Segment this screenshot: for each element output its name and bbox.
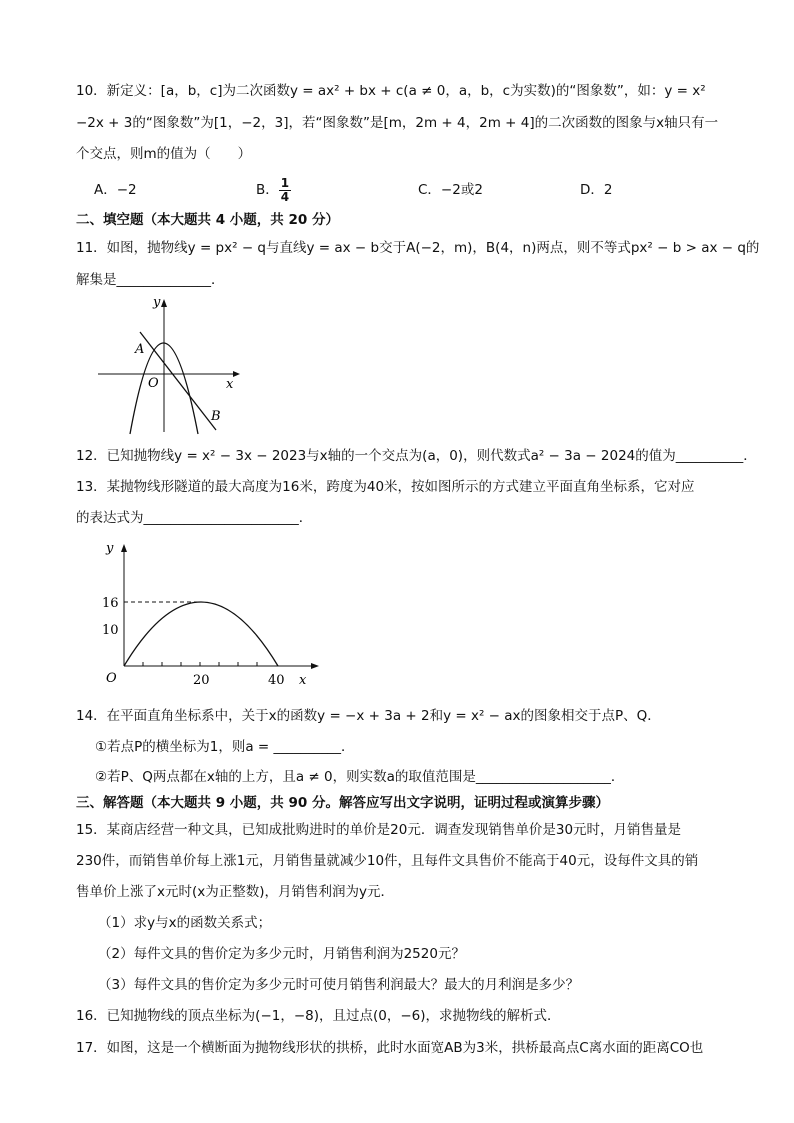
q10-option-b-fraction	[279, 177, 291, 204]
q11-x-arrow-icon	[233, 371, 240, 377]
q13-x-arrow-icon	[311, 663, 319, 669]
q15-sub3: （3）每件文具的售价定为多少元时可使月销售利润最大？最大的月利润是多少？	[98, 977, 580, 993]
q15-line2: 230件，而销售单价每上涨1元，月销售量就减少10件，且每件文具售价不能高于40元，设每件文具的销	[76, 853, 699, 869]
q13-x-tick-40: 40	[268, 673, 285, 688]
q11-point-a-label: A	[135, 342, 145, 357]
q14-sub1: ①若点P的横坐标为1，则a = __________．	[95, 739, 355, 755]
q13-y-tick-16: 16	[102, 596, 119, 611]
q15-sub1: （1）求y与x的函数关系式；	[98, 915, 272, 931]
q16-line1: 16．已知抛物线的顶点坐标为(−1，−8)，且过点(0，−6)，求抛物线的解析式．	[76, 1008, 561, 1024]
q11-line2: 解集是______________．	[76, 272, 225, 288]
q13-y-arrow-icon	[121, 544, 127, 552]
q12-line1: 12．已知抛物线y = x² − 3x − 2023与x轴的一个交点为(a，0)，则代数式a² − 3a − 2024的值为__________．	[76, 448, 757, 464]
q13-figure	[90, 532, 330, 692]
q13-line2: 的表达式为_______________________．	[76, 510, 313, 526]
q10-option-b-numerator: 1	[280, 175, 290, 190]
section3-title: 三、解答题（本大题共 9 小题，共 90 分。解答应写出文字说明，证明过程或演算步骤）	[76, 795, 609, 811]
q10-option-b	[256, 172, 291, 208]
q11-figure	[90, 292, 250, 437]
q15-line3: 售单价上涨了x元时(x为正整数)，月销售利润为y元．	[76, 884, 395, 900]
q10-option-a: A．−2	[94, 182, 137, 198]
q11-origin-label: O	[148, 376, 159, 391]
q13-y-tick-10: 10	[102, 623, 119, 638]
q13-origin-label: O	[106, 671, 117, 686]
q13-parabola	[124, 602, 278, 666]
q13-y-label: y	[106, 541, 114, 556]
q10-line3: 个交点，则m的值为（ ）	[76, 146, 252, 162]
q15-sub2: （2）每件文具的售价定为多少元时，月销售利润为2520元？	[98, 946, 465, 962]
q15-line1: 15．某商店经营一种文具，已知成批购进时的单价是20元．调查发现销售单价是30元时，月销售量是	[76, 822, 682, 838]
q11-y-arrow-icon	[161, 299, 167, 307]
section2-title: 二、填空题（本大题共 4 小题，共 20 分）	[76, 212, 339, 228]
q11-y-label: y	[153, 295, 161, 310]
q10-option-b-denominator: 4	[280, 189, 290, 204]
q10-line2: −2x + 3的“图象数”为[1，−2，3]，若“图象数”是[m，2m + 4，2m + 4]的二次函数的图象与x轴只有一	[76, 115, 719, 131]
q10-option-c: C．−2或2	[418, 182, 483, 198]
q14-line1: 14．在平面直角坐标系中，关于x的函数y = −x + 3a + 2和y = x² − ax的图象相交于点P、Q．	[76, 708, 661, 724]
q13-x-tick-marks	[143, 662, 257, 666]
q13-x-label: x	[299, 673, 307, 688]
q10-option-b-prefix: B．	[256, 182, 279, 198]
q11-line1: 11．如图，抛物线y = px² − q与直线y = ax − b交于A(−2，m)，B(4，n)两点，则不等式px² − b > ax − q的	[76, 240, 760, 256]
q13-x-tick-20: 20	[193, 673, 210, 688]
q10-line1: 10．新定义：[a，b，c]为二次函数y = ax² + bx + c(a ≠ 0，a，b，c为实数)的“图象数”，如：y = x²	[76, 83, 706, 99]
q13-line1: 13．某抛物线形隧道的最大高度为16米，跨度为40米，按如图所示的方式建立平面直角坐标系，它对应	[76, 479, 695, 495]
q17-line1: 17．如图，这是一个横断面为抛物线形状的拱桥，此时水面宽AB为3米，拱桥最高点C离水面的距离CO也	[76, 1040, 704, 1056]
q14-sub2: ②若P、Q两点都在x轴的上方，且a ≠ 0，则实数a的取值范围是____________________．	[95, 769, 625, 785]
q11-point-b-label: B	[211, 409, 221, 424]
q11-x-label: x	[226, 377, 234, 392]
q10-option-d: D．2	[580, 182, 613, 198]
